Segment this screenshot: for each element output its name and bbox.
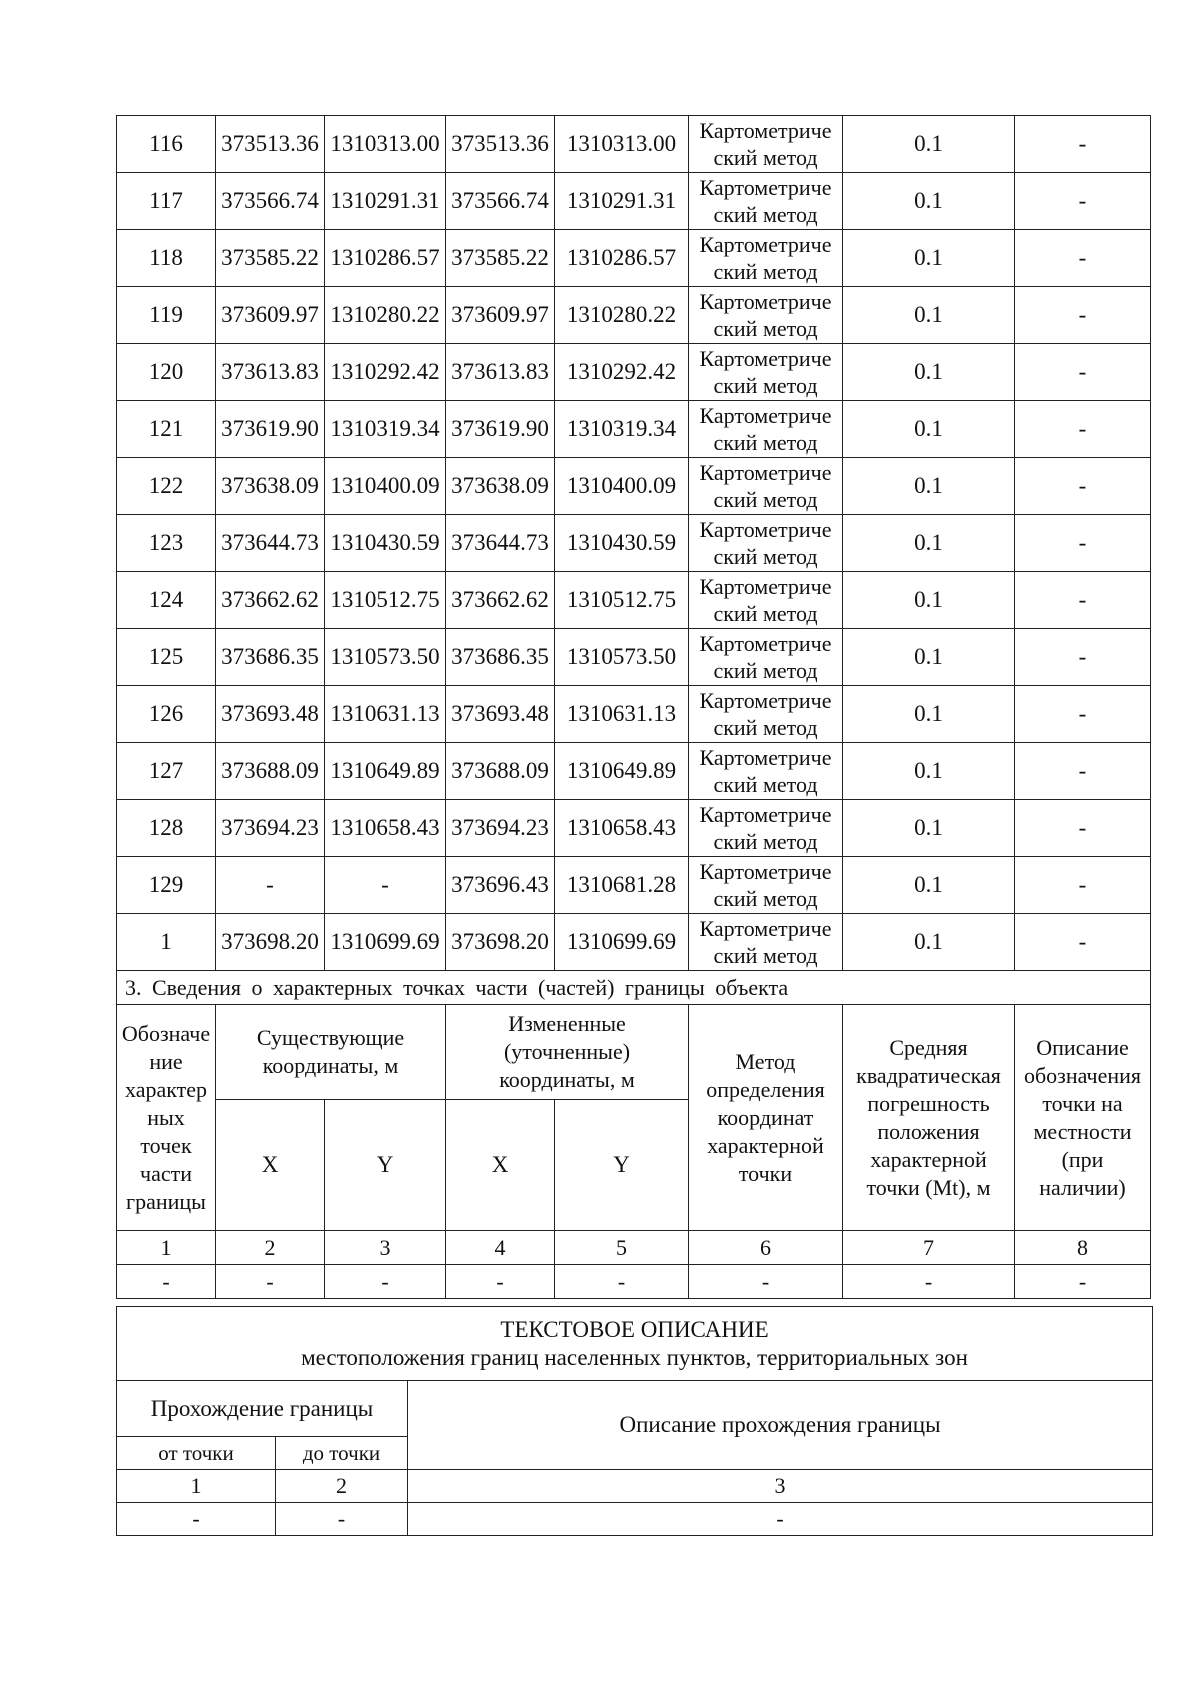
existing-x-cell: 373619.90 bbox=[216, 401, 325, 458]
point-cell: 128 bbox=[117, 800, 216, 857]
changed-y-cell: 1310292.42 bbox=[555, 344, 689, 401]
point-cell: 121 bbox=[117, 401, 216, 458]
section-3-values-row bbox=[117, 1265, 1151, 1299]
column-numbers-row bbox=[117, 1231, 1151, 1265]
text-description-header bbox=[117, 1307, 1153, 1381]
column-number: 5 bbox=[555, 1231, 689, 1265]
changed-x-cell: 373694.23 bbox=[446, 800, 555, 857]
changed-x-cell: 373688.09 bbox=[446, 743, 555, 800]
description-cell: - bbox=[1015, 458, 1151, 515]
table-row bbox=[117, 572, 1151, 629]
point-cell: 124 bbox=[117, 572, 216, 629]
header-existing-y: Y bbox=[325, 1100, 446, 1231]
changed-x-cell: 373609.97 bbox=[446, 287, 555, 344]
table-row bbox=[117, 287, 1151, 344]
value-cell: - bbox=[276, 1503, 408, 1536]
header-changed-y: Y bbox=[555, 1100, 689, 1231]
method-cell: Картометриче ский метод bbox=[689, 515, 843, 572]
text-description-subtitle: местоположения границ населенных пунктов, территориальных зон bbox=[301, 1344, 968, 1370]
value-cell: - bbox=[117, 1265, 216, 1299]
value-cell: - bbox=[689, 1265, 843, 1299]
table-row bbox=[117, 686, 1151, 743]
error-cell: 0.1 bbox=[843, 344, 1015, 401]
changed-x-cell: 373619.90 bbox=[446, 401, 555, 458]
method-cell: Картометриче ский метод bbox=[689, 287, 843, 344]
method-cell: Картометриче ский метод bbox=[689, 629, 843, 686]
error-cell: 0.1 bbox=[843, 173, 1015, 230]
existing-x-cell: 373688.09 bbox=[216, 743, 325, 800]
point-cell: 1 bbox=[117, 914, 216, 971]
changed-x-cell: 373686.35 bbox=[446, 629, 555, 686]
description-cell: - bbox=[1015, 629, 1151, 686]
changed-y-cell: 1310291.31 bbox=[555, 173, 689, 230]
existing-y-cell: 1310631.13 bbox=[325, 686, 446, 743]
column-number: 8 bbox=[1015, 1231, 1151, 1265]
header-existing-coords: Существующие координаты, м bbox=[216, 1005, 446, 1100]
to-point-header: до точки bbox=[276, 1437, 408, 1470]
changed-y-cell: 1310319.34 bbox=[555, 401, 689, 458]
description-cell: - bbox=[1015, 230, 1151, 287]
coordinates-table bbox=[116, 115, 1151, 1299]
existing-x-cell: - bbox=[216, 857, 325, 914]
table-row bbox=[117, 515, 1151, 572]
existing-x-cell: 373694.23 bbox=[216, 800, 325, 857]
point-cell: 126 bbox=[117, 686, 216, 743]
changed-y-cell: 1310649.89 bbox=[555, 743, 689, 800]
value-cell: - bbox=[408, 1503, 1153, 1536]
changed-x-cell: 373644.73 bbox=[446, 515, 555, 572]
header-changed-x: X bbox=[446, 1100, 555, 1231]
existing-x-cell: 373609.97 bbox=[216, 287, 325, 344]
method-cell: Картометриче ский метод bbox=[689, 800, 843, 857]
table-row bbox=[117, 173, 1151, 230]
error-cell: 0.1 bbox=[843, 458, 1015, 515]
table-row bbox=[117, 344, 1151, 401]
table-row bbox=[117, 743, 1151, 800]
method-cell: Картометриче ский метод bbox=[689, 743, 843, 800]
table-row bbox=[117, 116, 1151, 173]
value-cell: - bbox=[117, 1503, 276, 1536]
text-description-title: ТЕКСТОВОЕ ОПИСАНИЕ bbox=[500, 1316, 769, 1342]
description-cell: - bbox=[1015, 572, 1151, 629]
method-cell: Картометриче ский метод bbox=[689, 458, 843, 515]
text-values-row bbox=[117, 1503, 1153, 1536]
changed-x-cell: 373613.83 bbox=[446, 344, 555, 401]
point-cell: 118 bbox=[117, 230, 216, 287]
existing-y-cell: 1310292.42 bbox=[325, 344, 446, 401]
method-cell: Картометриче ский метод bbox=[689, 116, 843, 173]
description-cell: - bbox=[1015, 800, 1151, 857]
changed-y-cell: 1310573.50 bbox=[555, 629, 689, 686]
point-cell: 123 bbox=[117, 515, 216, 572]
value-cell: - bbox=[843, 1265, 1015, 1299]
description-cell: - bbox=[1015, 116, 1151, 173]
method-cell: Картометриче ский метод bbox=[689, 401, 843, 458]
section-3-title: 3. Сведения о характерных точках части (частей) границы объекта bbox=[117, 971, 1151, 1005]
column-number: 4 bbox=[446, 1231, 555, 1265]
description-cell: - bbox=[1015, 173, 1151, 230]
border-passage-header: Прохождение границы bbox=[117, 1381, 408, 1437]
value-cell: - bbox=[216, 1265, 325, 1299]
text-numbers-row bbox=[117, 1470, 1153, 1503]
method-cell: Картометриче ский метод bbox=[689, 914, 843, 971]
existing-y-cell: 1310319.34 bbox=[325, 401, 446, 458]
description-cell: - bbox=[1015, 344, 1151, 401]
existing-y-cell: 1310699.69 bbox=[325, 914, 446, 971]
point-cell: 127 bbox=[117, 743, 216, 800]
existing-y-cell: 1310313.00 bbox=[325, 116, 446, 173]
method-cell: Картометриче ский метод bbox=[689, 344, 843, 401]
method-cell: Картометриче ский метод bbox=[689, 173, 843, 230]
changed-y-cell: 1310430.59 bbox=[555, 515, 689, 572]
description-cell: - bbox=[1015, 914, 1151, 971]
column-number: 3 bbox=[408, 1470, 1153, 1503]
existing-y-cell: 1310400.09 bbox=[325, 458, 446, 515]
description-cell: - bbox=[1015, 686, 1151, 743]
column-number: 2 bbox=[276, 1470, 408, 1503]
column-number: 1 bbox=[117, 1470, 276, 1503]
table-row bbox=[117, 458, 1151, 515]
changed-y-cell: 1310512.75 bbox=[555, 572, 689, 629]
changed-x-cell: 373696.43 bbox=[446, 857, 555, 914]
header-error: Средняя квадратическая погрешность положения характерной точки (Mt), м bbox=[843, 1005, 1015, 1231]
existing-y-cell: 1310512.75 bbox=[325, 572, 446, 629]
changed-y-cell: 1310681.28 bbox=[555, 857, 689, 914]
changed-y-cell: 1310631.13 bbox=[555, 686, 689, 743]
description-cell: - bbox=[1015, 515, 1151, 572]
changed-y-cell: 1310658.43 bbox=[555, 800, 689, 857]
value-cell: - bbox=[325, 1265, 446, 1299]
header-existing-x: X bbox=[216, 1100, 325, 1231]
error-cell: 0.1 bbox=[843, 629, 1015, 686]
changed-y-cell: 1310400.09 bbox=[555, 458, 689, 515]
changed-x-cell: 373638.09 bbox=[446, 458, 555, 515]
error-cell: 0.1 bbox=[843, 287, 1015, 344]
existing-y-cell: 1310286.57 bbox=[325, 230, 446, 287]
existing-x-cell: 373638.09 bbox=[216, 458, 325, 515]
existing-y-cell: 1310291.31 bbox=[325, 173, 446, 230]
description-cell: - bbox=[1015, 857, 1151, 914]
from-point-header: от точки bbox=[117, 1437, 276, 1470]
changed-y-cell: 1310699.69 bbox=[555, 914, 689, 971]
changed-x-cell: 373513.36 bbox=[446, 116, 555, 173]
method-cell: Картометриче ский метод bbox=[689, 572, 843, 629]
existing-x-cell: 373613.83 bbox=[216, 344, 325, 401]
column-number: 2 bbox=[216, 1231, 325, 1265]
point-cell: 129 bbox=[117, 857, 216, 914]
changed-y-cell: 1310286.57 bbox=[555, 230, 689, 287]
changed-x-cell: 373693.48 bbox=[446, 686, 555, 743]
error-cell: 0.1 bbox=[843, 800, 1015, 857]
existing-y-cell: 1310658.43 bbox=[325, 800, 446, 857]
error-cell: 0.1 bbox=[843, 686, 1015, 743]
error-cell: 0.1 bbox=[843, 515, 1015, 572]
error-cell: 0.1 bbox=[843, 401, 1015, 458]
point-cell: 116 bbox=[117, 116, 216, 173]
header-description: Описание обозначения точки на местности (при наличии) bbox=[1015, 1005, 1151, 1231]
changed-x-cell: 373662.62 bbox=[446, 572, 555, 629]
table-row bbox=[117, 857, 1151, 914]
error-cell: 0.1 bbox=[843, 914, 1015, 971]
header-point: Обозначе ние характер ных точек части границы bbox=[117, 1005, 216, 1231]
existing-x-cell: 373698.20 bbox=[216, 914, 325, 971]
existing-x-cell: 373513.36 bbox=[216, 116, 325, 173]
existing-x-cell: 373566.74 bbox=[216, 173, 325, 230]
existing-y-cell: 1310573.50 bbox=[325, 629, 446, 686]
error-cell: 0.1 bbox=[843, 116, 1015, 173]
table-row bbox=[117, 629, 1151, 686]
table-row bbox=[117, 230, 1151, 287]
existing-y-cell: - bbox=[325, 857, 446, 914]
error-cell: 0.1 bbox=[843, 572, 1015, 629]
table-row bbox=[117, 401, 1151, 458]
error-cell: 0.1 bbox=[843, 857, 1015, 914]
description-cell: - bbox=[1015, 287, 1151, 344]
existing-x-cell: 373686.35 bbox=[216, 629, 325, 686]
value-cell: - bbox=[1015, 1265, 1151, 1299]
changed-x-cell: 373566.74 bbox=[446, 173, 555, 230]
text-description-table bbox=[116, 1306, 1153, 1536]
point-cell: 120 bbox=[117, 344, 216, 401]
value-cell: - bbox=[555, 1265, 689, 1299]
changed-x-cell: 373585.22 bbox=[446, 230, 555, 287]
existing-x-cell: 373662.62 bbox=[216, 572, 325, 629]
point-cell: 125 bbox=[117, 629, 216, 686]
existing-x-cell: 373644.73 bbox=[216, 515, 325, 572]
column-number: 3 bbox=[325, 1231, 446, 1265]
method-cell: Картометриче ский метод bbox=[689, 857, 843, 914]
point-cell: 122 bbox=[117, 458, 216, 515]
table-row bbox=[117, 914, 1151, 971]
description-cell: - bbox=[1015, 401, 1151, 458]
header-changed-coords: Измененные (уточненные) координаты, м bbox=[446, 1005, 689, 1100]
error-cell: 0.1 bbox=[843, 743, 1015, 800]
point-cell: 119 bbox=[117, 287, 216, 344]
changed-x-cell: 373698.20 bbox=[446, 914, 555, 971]
point-cell: 117 bbox=[117, 173, 216, 230]
existing-y-cell: 1310430.59 bbox=[325, 515, 446, 572]
method-cell: Картометриче ский метод bbox=[689, 686, 843, 743]
changed-y-cell: 1310313.00 bbox=[555, 116, 689, 173]
existing-y-cell: 1310649.89 bbox=[325, 743, 446, 800]
existing-x-cell: 373585.22 bbox=[216, 230, 325, 287]
header-method: Метод определения координат характерной точки bbox=[689, 1005, 843, 1231]
column-number: 1 bbox=[117, 1231, 216, 1265]
method-cell: Картометриче ский метод bbox=[689, 230, 843, 287]
error-cell: 0.1 bbox=[843, 230, 1015, 287]
description-cell: - bbox=[1015, 743, 1151, 800]
changed-y-cell: 1310280.22 bbox=[555, 287, 689, 344]
column-number: 6 bbox=[689, 1231, 843, 1265]
value-cell: - bbox=[446, 1265, 555, 1299]
passage-description-header: Описание прохождения границы bbox=[408, 1381, 1153, 1470]
existing-y-cell: 1310280.22 bbox=[325, 287, 446, 344]
existing-x-cell: 373693.48 bbox=[216, 686, 325, 743]
column-number: 7 bbox=[843, 1231, 1015, 1265]
table-row bbox=[117, 800, 1151, 857]
